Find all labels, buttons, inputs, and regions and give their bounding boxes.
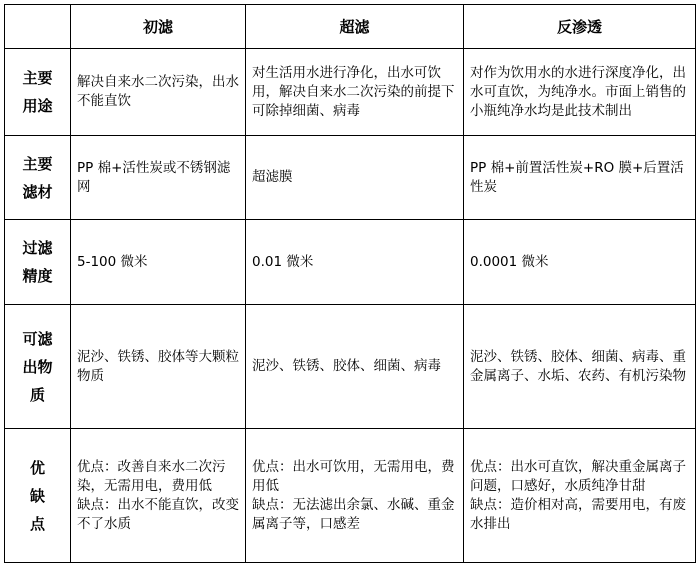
- row-label-line: 用途: [22, 97, 53, 115]
- table-row-filterable-substances: [5, 305, 696, 429]
- cell-ultra-main-use: 对生活用水进行净化，出水可饮用，解决自来水二次污染的前提下可除掉细菌、病毒: [246, 49, 464, 136]
- header-reverse-osmosis: 反渗透: [464, 5, 696, 49]
- cell-ro-precision: 0.0001 微米: [464, 220, 696, 305]
- cell-primary-filter-media: PP 棉+活性炭或不锈钢滤网: [71, 136, 246, 220]
- cell-ultra-filter-media: 超滤膜: [246, 136, 464, 220]
- table-row-precision: [5, 220, 696, 305]
- row-label-line: 滤材: [22, 182, 53, 201]
- row-label-filter-media: [5, 136, 71, 220]
- table-row-pros-cons: [5, 429, 696, 563]
- table-row-filter-media: [5, 136, 696, 220]
- cell-primary-precision: 5-100 微米: [71, 220, 246, 305]
- row-label-line: 出物: [22, 357, 53, 376]
- row-label-line: 可滤: [22, 329, 53, 348]
- row-label-line: 主要: [22, 154, 53, 173]
- row-label-line: 精度: [22, 267, 53, 285]
- cell-ultra-precision: 0.01 微米: [246, 220, 464, 305]
- cell-ultra-substances: 泥沙、铁锈、胶体、细菌、病毒: [246, 305, 464, 429]
- header-row: [5, 5, 696, 49]
- row-label-line: 缺: [29, 486, 45, 505]
- cell-primary-pros-cons: 优点：改善自来水二次污染，无需用电，费用低 缺点：出水不能直饮，改变不了水质: [71, 429, 246, 563]
- row-label-line: 过滤: [22, 239, 53, 257]
- row-label-filterable-substances: [5, 305, 71, 429]
- cell-ro-main-use: 对作为饮用水的水进行深度净化，出水可直饮，为纯净水。市面上销售的小瓶纯净水均是此技术制出: [464, 49, 696, 136]
- cell-primary-substances: 泥沙、铁锈、胶体等大颗粒物质: [71, 305, 246, 429]
- row-label-precision: [5, 220, 71, 305]
- header-ultrafiltration: 超滤: [246, 5, 464, 49]
- row-label-line: 点: [29, 514, 45, 533]
- cell-ultra-pros-cons: 优点：出水可饮用，无需用电，费用低 缺点：无法滤出余氯、水碱、重金属离子等，口感差: [246, 429, 464, 563]
- comparison-table: [4, 4, 696, 563]
- table-row-main-use: [5, 49, 696, 136]
- header-corner-cell: [5, 5, 71, 49]
- row-label-line: 优: [29, 458, 45, 477]
- cell-ro-pros-cons: 优点：出水可直饮，解决重金属离子问题，口感好，水质纯净甘甜 缺点：造价相对高，需要用电，有废水排出: [464, 429, 696, 563]
- row-label-line: 主要: [22, 69, 53, 87]
- row-label-main-use: [5, 49, 71, 136]
- row-label-line: 质: [29, 385, 45, 404]
- cell-primary-main-use: 解决自来水二次污染，出水不能直饮: [71, 49, 246, 136]
- row-label-pros-cons: [5, 429, 71, 563]
- cell-ro-substances: 泥沙、铁锈、胶体、细菌、病毒、重金属离子、水垢、农药、有机污染物: [464, 305, 696, 429]
- header-primary-filtration: 初滤: [71, 5, 246, 49]
- cell-ro-filter-media: PP 棉+前置活性炭+RO 膜+后置活性炭: [464, 136, 696, 220]
